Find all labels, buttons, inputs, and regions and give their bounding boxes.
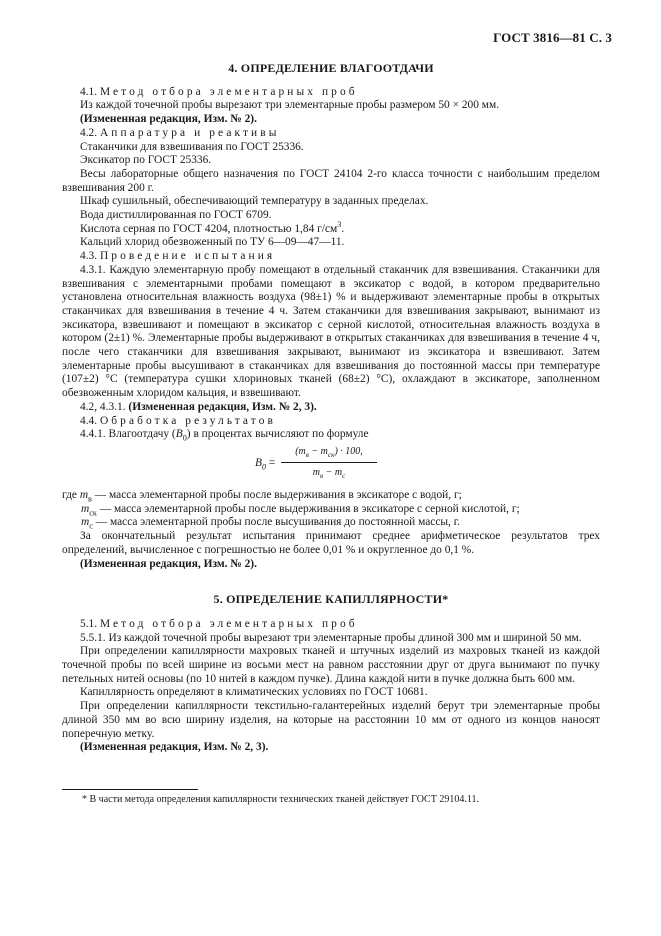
paragraph: Кальций хлорид обезвоженный по ТУ 6—09—47—11.: [80, 236, 345, 249]
clause-title: Проведение испытания: [99, 250, 276, 263]
definition-row: [62, 516, 600, 530]
amendment-note: (Измененная редакция, Изм. № 2, 3).: [80, 741, 269, 754]
subscript: 0: [182, 433, 187, 443]
term: m: [312, 466, 320, 478]
subscript: ск: [89, 507, 97, 517]
comma: ,: [360, 445, 363, 457]
text: .: [341, 222, 345, 235]
equals-sign: =: [266, 456, 276, 469]
superscript: 3: [337, 219, 342, 229]
text: где: [62, 488, 80, 501]
formula-fraction: [281, 445, 377, 480]
amendment-note: (Измененная редакция, Изм. № 2).: [80, 113, 257, 126]
text: Кислота серная по ГОСТ 4204, плотностью 1,84 г/см: [80, 222, 338, 235]
document-body: [62, 60, 600, 755]
clause-4-4-heading: [62, 415, 600, 429]
paragraph: При определении капиллярности махровых тканей и штучных изделий из махровых тканей из каждой точечной пробы по всей ширине из восьми мест на равном расстоянии друг от друга вынимают по пучку петельных нитей основы (по 10 нитей в каждом пучке). Длина каждой нити в пучке должна быть 600 мм.: [62, 645, 600, 685]
clause-4-1-heading: [62, 86, 600, 100]
subscript: с: [89, 521, 93, 531]
footnote-separator: [62, 789, 198, 790]
symbol: В: [255, 456, 262, 469]
footnote: * В части метода определения капиллярности технических тканей действует ГОСТ 29104.11.: [82, 794, 479, 805]
amendment-note: (Измененная редакция, Изм. № 2).: [80, 557, 257, 570]
formula-definitions: [62, 489, 600, 530]
text: — масса элементарной пробы после выдерживания в эксикаторе с водой, г;: [91, 488, 462, 501]
subscript: в: [88, 494, 92, 504]
paragraph: [62, 219, 600, 237]
formula-lhs: [255, 457, 275, 471]
clause-title: Обработка результатов: [99, 414, 276, 427]
text: — масса элементарной пробы после высушивания до постоянной массы, г.: [92, 516, 460, 529]
symbol: В: [175, 428, 183, 441]
paragraph: При определении капиллярности текстильно-галантерейных изделий берут три элементарные пробы длиной 350 мм во всю ширину изделия, на которые на расстоянии 10 мм от одного из концов наносят поперечную метку.: [62, 700, 600, 740]
clause-4-3-heading: [62, 250, 600, 264]
paragraph: [62, 428, 600, 442]
subscript: с: [342, 471, 346, 480]
subscript: в: [305, 450, 309, 459]
paragraph: За окончательный результат испытания принимают среднее арифметическое результатов трех определений, вычисленное с погрешностью не более 0,01 % и округленное до 0,1 %.: [62, 530, 600, 556]
clause-number: 4.4.: [80, 414, 98, 427]
text: — масса элементарной пробы после выдерживания в эксикаторе с серной кислотой, г;: [96, 502, 520, 515]
denominator: [281, 466, 377, 480]
clause-number: 4.1.: [80, 85, 98, 98]
fraction-bar: [281, 462, 377, 463]
page-header: ГОСТ 3816—81 С. 3: [493, 30, 612, 45]
moisture-release-formula: [62, 445, 600, 485]
clause-refs: 4.2, 4.3.1.: [80, 400, 126, 413]
clause-title: Аппаратура и реактивы: [99, 126, 280, 139]
symbol: m: [79, 488, 89, 501]
clause-title: Метод отбора элементарных проб: [99, 85, 358, 98]
paragraph: Весы лабораторные общего назначения по ГОСТ 24104 2-го класса точности с наибольшим пределом взвешивания 200 г.: [62, 167, 600, 194]
symbol: m: [81, 502, 90, 515]
term: − m: [323, 466, 343, 478]
paragraph: Эксикатор по ГОСТ 25336.: [80, 154, 212, 167]
clause-title: Метод отбора элементарных проб: [99, 617, 358, 630]
subscript: в: [319, 471, 324, 480]
clause-number: 5.1.: [80, 617, 98, 630]
term: (m: [295, 445, 306, 457]
numerator: [281, 445, 377, 459]
clause-number: 4.3.: [80, 250, 98, 263]
subscript: 0: [261, 462, 267, 472]
clause-4-2-heading: [62, 127, 600, 141]
paragraph: Вода дистиллированная по ГОСТ 6709.: [80, 209, 272, 222]
paragraph: 5.5.1. Из каждой точечной пробы вырезают три элементарные пробы длиной 300 мм и шириной 50 мм.: [80, 631, 582, 644]
term: ) · 100: [334, 445, 361, 457]
term: − m: [308, 445, 328, 457]
amendment-text: (Измененная редакция, Изм. № 2, 3).: [128, 400, 317, 413]
subscript: ск: [327, 450, 335, 459]
definition-row: [62, 503, 600, 517]
paragraph: Шкаф сушильный, обеспечивающий температуру в заданных пределах.: [80, 195, 429, 208]
definition-row: [62, 489, 600, 503]
clause-number: 4.2.: [80, 126, 98, 139]
amendment-note: [62, 401, 600, 415]
symbol: m: [81, 516, 90, 529]
text: 4.4.1. Влагоотдачу (: [80, 428, 176, 441]
paragraph: Стаканчики для взвешивания по ГОСТ 25336.: [80, 140, 304, 153]
text: ) в процентах вычисляют по формуле: [186, 428, 369, 441]
paragraph: Капиллярность определяют в климатических условиях по ГОСТ 10681.: [80, 686, 428, 699]
paragraph: Из каждой точечной пробы вырезают три элементарные пробы размером 50 × 200 мм.: [80, 99, 500, 112]
paragraph: 4.3.1. Каждую элементарную пробу помещают в отдельный стаканчик для взвешивания. Стаканчики для взвешивания с элементарными пробами помещают в эксикатор с водой, в котором предварительно установлена относительная влажность воздуха (98±1) % и выдерживают элементарные пробы в открытых стаканчиках для взвешивания в течение 4 ч. Затем стаканчики для взвешивания закрывают, вынимают из эксикатора, взвешивают и помещают в эксикатор с серной кислотой, относительная влажность воздуха в котором (2±1) %. Элементарные пробы выдерживают в открытых стаканчиках для взвешивания в течение 4 ч, после чего стаканчики для взвешивания закрывают, вынимают из эксикатора и взвешивают. Затем элементарные пробы высушивают в стаканчиках для взвешивания до постоянной массы при температуре (107±2) °С (температура сушки хлориновых тканей (68±2) °С), охлаждают в эксикаторе, заполненном обезвоженным хлоридом кальция, и взвешивают.: [62, 263, 600, 400]
section-5-title: 5. ОПРЕДЕЛЕНИЕ КАПИЛЛЯРНОСТИ*: [213, 592, 449, 607]
clause-5-1-heading: [62, 618, 600, 632]
section-4-title: 4. ОПРЕДЕЛЕНИЕ ВЛАГООТДАЧИ: [228, 61, 434, 75]
